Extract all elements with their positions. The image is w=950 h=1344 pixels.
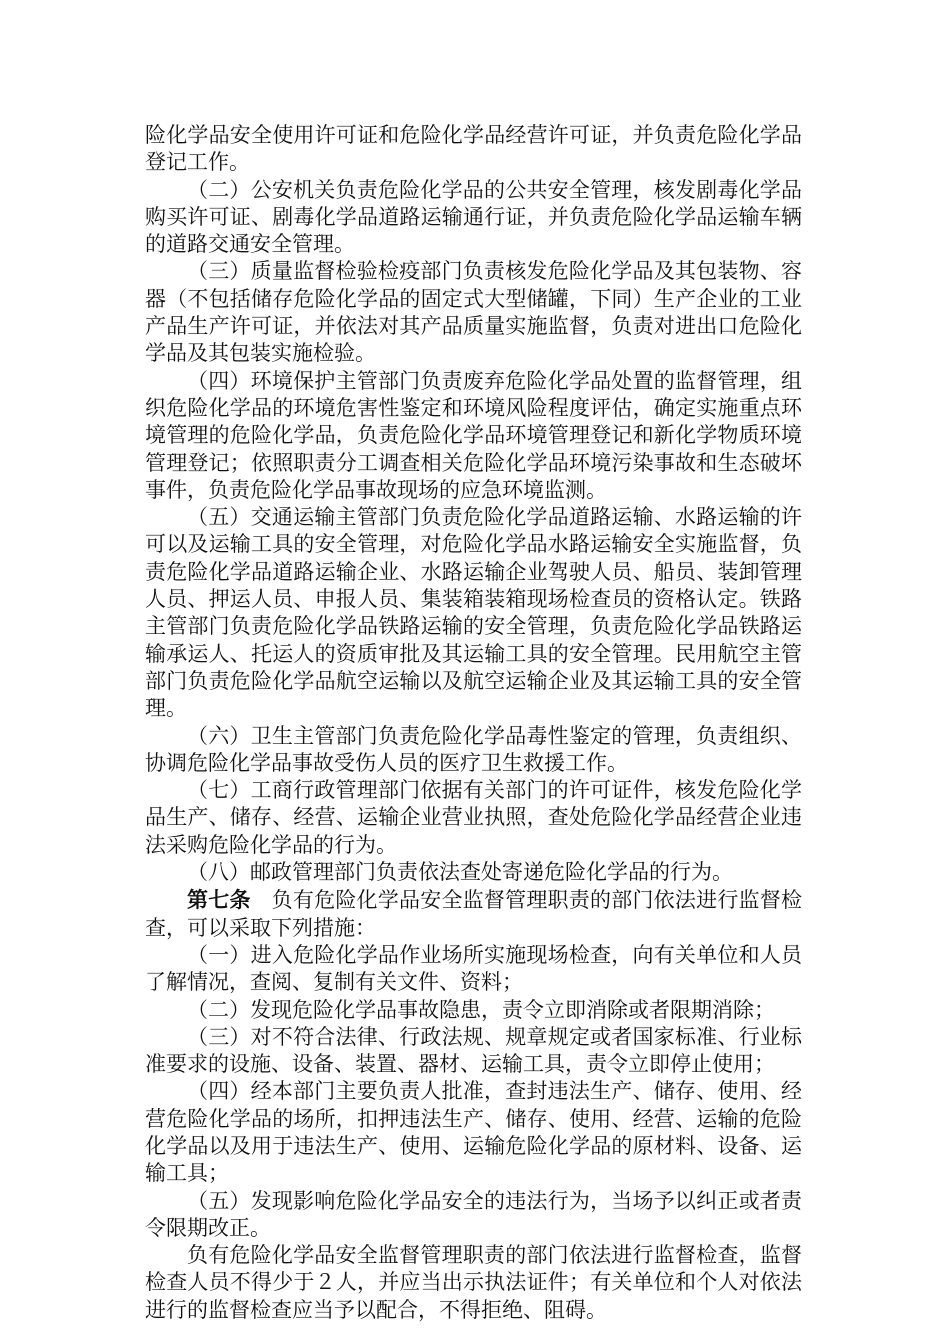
measure-item-3: （三）对不符合法律、行政法规、规章规定或者国家标准、行业标准要求的设施、设备、装置、器材、运输工具，责令立即停止使用； [145,1024,802,1077]
paragraph-item-4: （四）环境保护主管部门负责废弃危险化学品处置的监督管理，组织危险化学品的环境危害性鉴定和环境风险程度评估，确定实施重点环境管理的危险化学品，负责危险化学品环境管理登记和新化学物质环境管理登记；依照职责分工调查相关危险化学品环境污染事故和生态破坏事件，负责危险化学品事故现场的应急环境监测。 [145,368,802,502]
measure-item-5: （五）发现影响危险化学品安全的违法行为，当场予以纠正或者责令限期改正。 [145,1188,802,1240]
paragraph-item-2: （二）公安机关负责危险化学品的公共安全管理，核发剧毒化学品购买许可证、剧毒化学品道路运输通行证，并负责危险化学品运输车辆的道路交通安全管理。 [145,177,802,257]
article-number: 第七条 [187,887,251,913]
measure-item-4: （四）经本部门主要负责人批准，查封违法生产、储存、使用、经营危险化学品的场所，扣押违法生产、储存、使用、经营、运输的危险化学品以及用于违法生产、使用、运输危险化学品的原材料、设备、运输工具； [145,1079,802,1186]
paragraph-item-8: （八）邮政管理部门负责依法查处寄递危险化学品的行为。 [187,860,733,885]
paragraph-item-5: （五）交通运输主管部门负责危险化学品道路运输、水路运输的许可以及运输工具的安全管理，对危险化学品水路运输安全实施监督，负责危险化学品道路运输企业、水路运输企业驾驶人员、船员、装卸管理人员、押运人员、申报人员、集装箱装箱现场检查员的资格认定。铁路主管部门负责危险化学品铁路运输的安全管理，负责危险化学品铁路运输承运人、托运人的资质审批及其运输工具的安全管理。民用航空主管部门负责危险化学品航空运输以及航空运输企业及其运输工具的安全管理。 [145,505,802,721]
paragraph-item-3: （三）质量监督检验检疫部门负责核发危险化学品及其包装物、容器（不包括储存危险化学品的固定式大型储罐，下同）生产企业的工业产品生产许可证，并依法对其产品质量实施监督，负责对进出口危险化学品及其包装实施检验。 [145,259,802,366]
paragraph-continuation: 险化学品安全使用许可证和危险化学品经营许可证，并负责危险化学品登记工作。 [145,123,802,175]
measure-item-1: （一）进入危险化学品作业场所实施现场检查，向有关单位和人员了解情况，查阅、复制有关文件、资料； [145,942,802,995]
paragraph-item-7: （七）工商行政管理部门依据有关部门的许可证件，核发危险化学品生产、储存、经营、运输企业营业执照，查处危险化学品经营企业违法采购危险化学品的行为。 [145,778,802,857]
article-7-paragraph [145,886,802,942]
article-7-text: 负有危险化学品安全监督管理职责的部门依法进行监督检查，可以采取下列措施： [145,888,803,940]
paragraph-final: 负有危险化学品安全监督管理职责的部门依法进行监督检查，监督检查人员不得少于２人，并应当出示执法证件；有关单位和个人对依法进行的监督检查应当予以配合，不得拒绝、阻碍。 [145,1243,802,1322]
paragraph-item-6: （六）卫生主管部门负责危险化学品毒性鉴定的管理，负责组织、协调危险化学品事故受伤人员的医疗卫生救援工作。 [145,723,802,775]
measure-item-2: （二）发现危险化学品事故隐患，责令立即消除或者限期消除； [187,997,775,1022]
document-page [145,122,802,1324]
